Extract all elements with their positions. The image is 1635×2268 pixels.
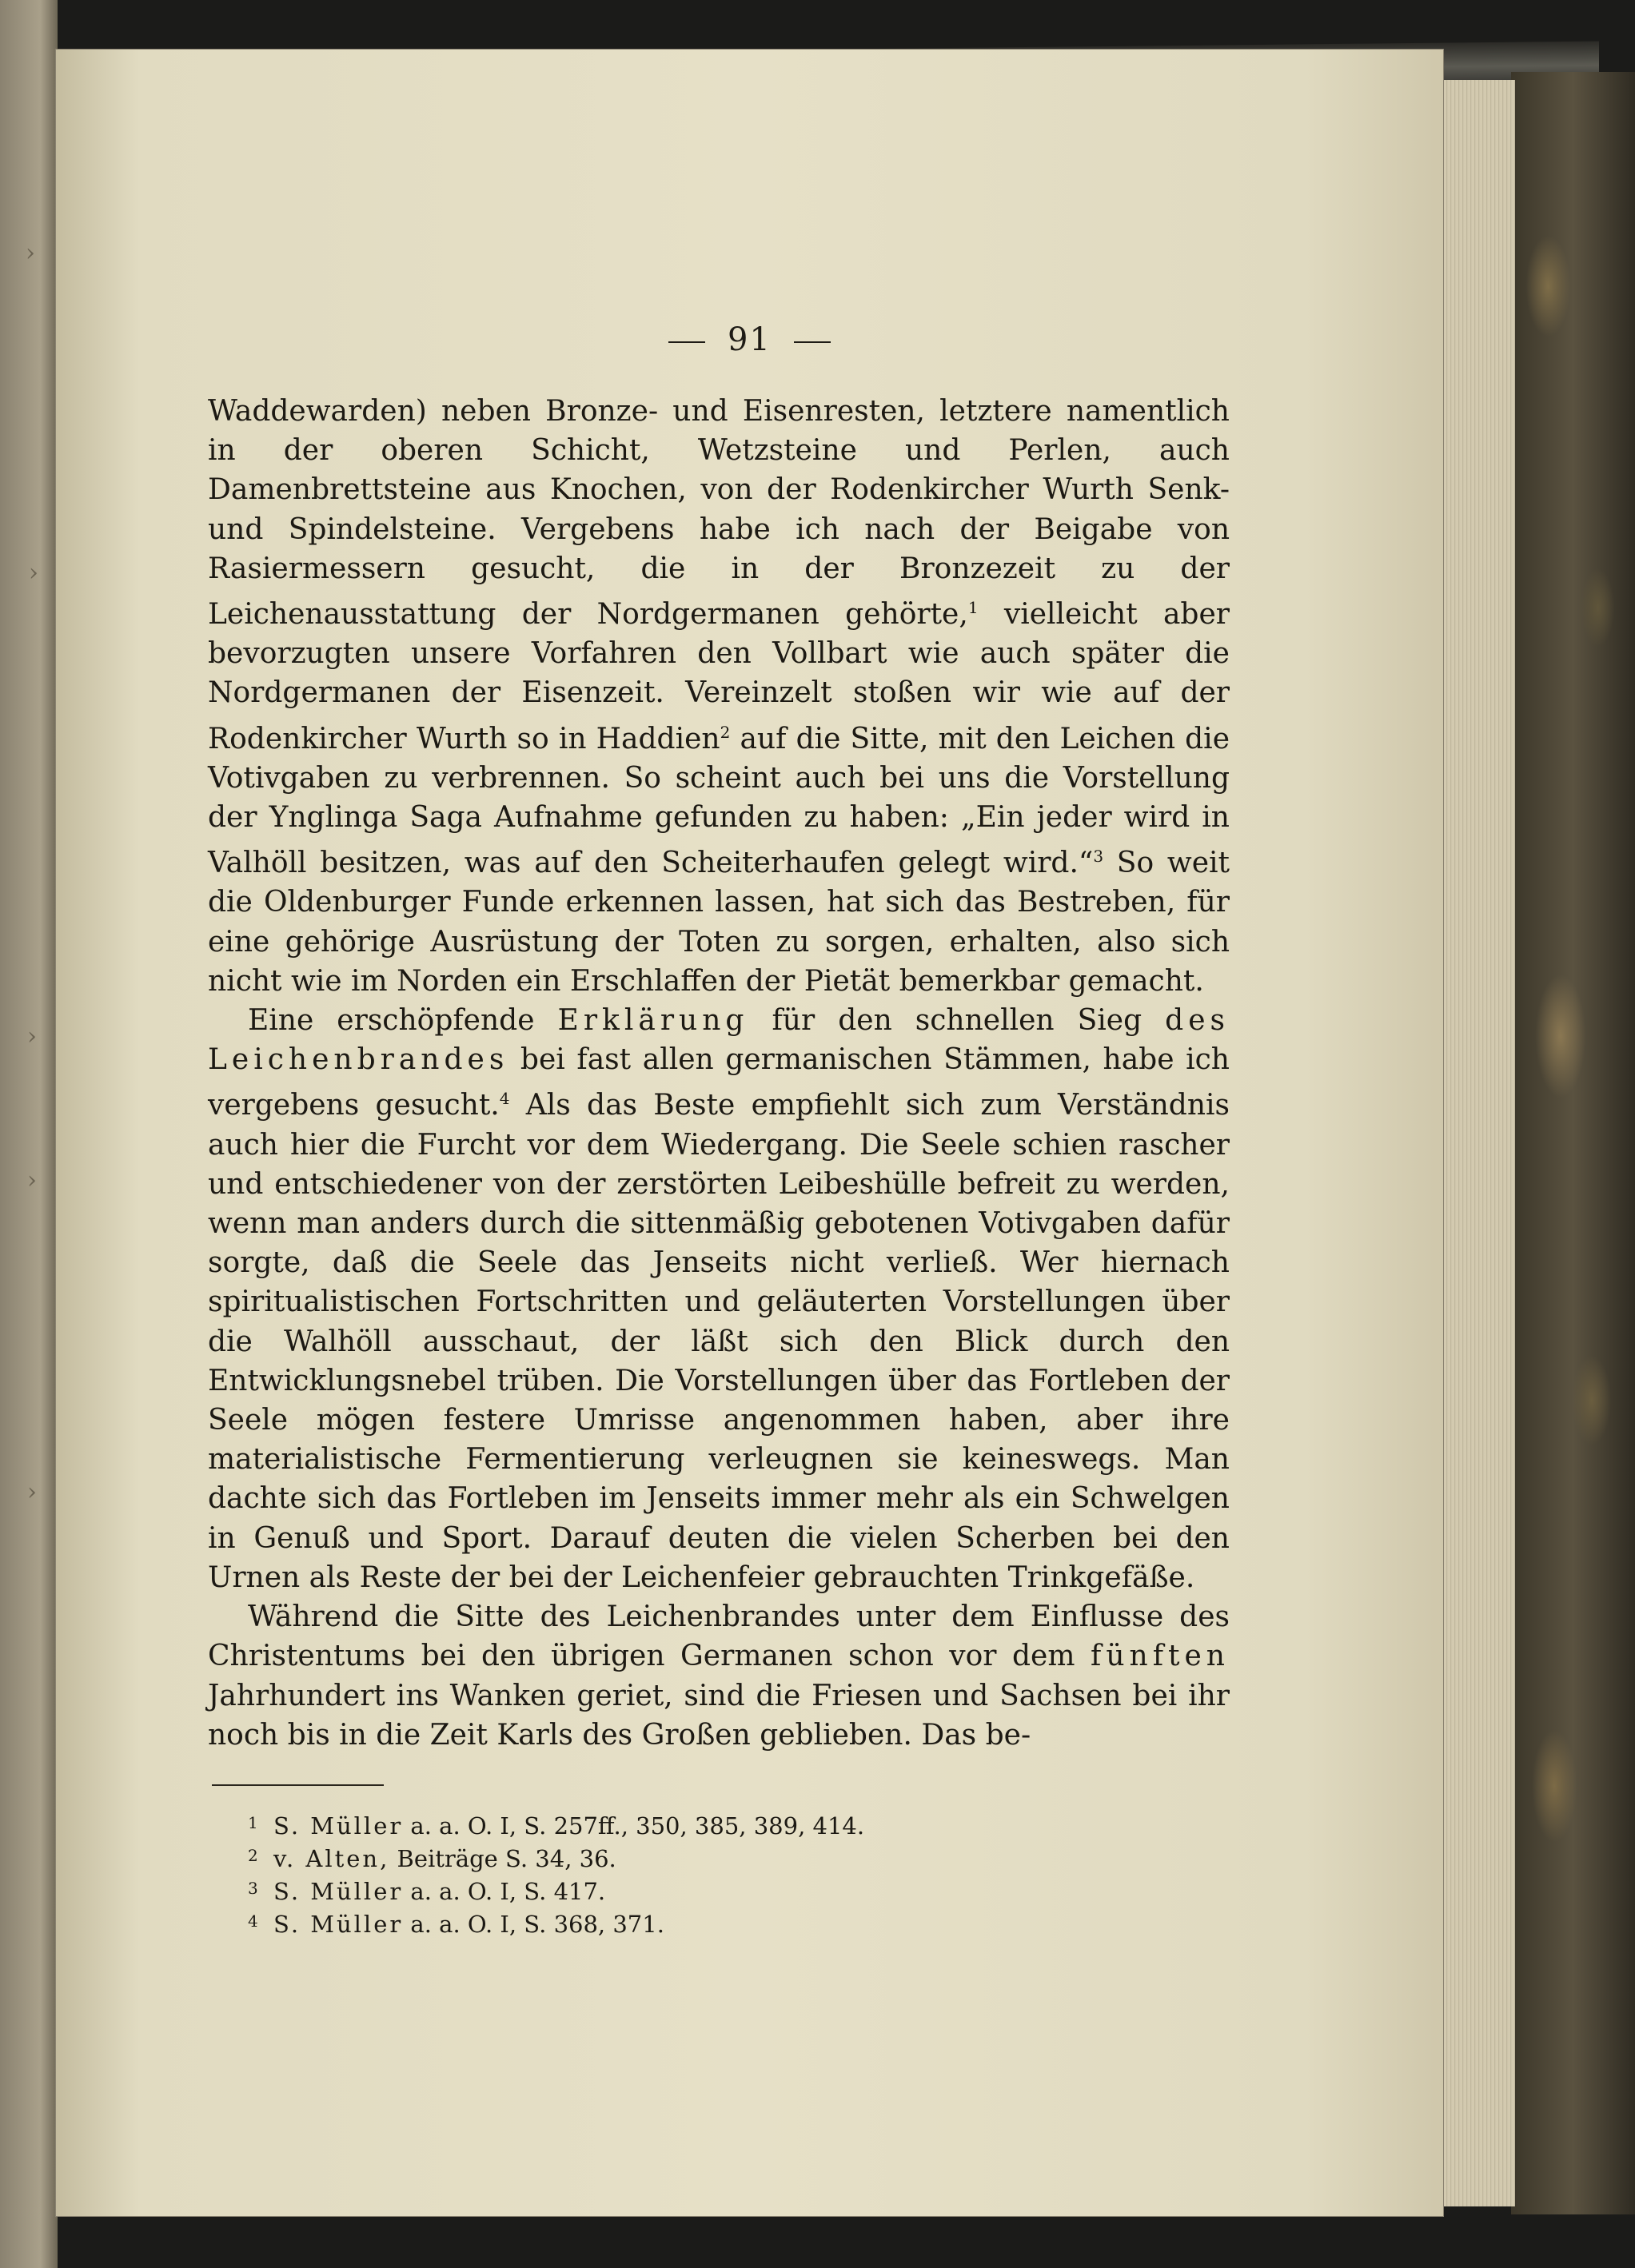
emphasized-text: fünften — [1091, 1640, 1230, 1673]
footnote-text: a. a. O. I, S. 368, 371. — [403, 1911, 664, 1938]
margin-mark: › — [27, 1478, 37, 1506]
footnote-number: 1 — [248, 1813, 258, 1832]
footnote-text: Beiträge S. 34, 36. — [389, 1845, 616, 1872]
margin-mark: › — [26, 239, 35, 267]
text-run: Jahrhundert ins Wanken geriet, sind die Friesen und Sachsen bei ihr noch bis in die Zeit Karls des Großen geblieben. Das be- — [208, 1679, 1230, 1752]
footnote-author: S. Müller — [273, 1878, 404, 1905]
page-stack-edge — [1439, 80, 1515, 2206]
emphasized-text: des Leichenbrandes — [208, 1004, 1230, 1077]
footnote-reference: 2 — [720, 722, 731, 742]
left-page-edge — [0, 0, 58, 2268]
footnote-reference: 4 — [499, 1089, 510, 1109]
margin-mark: › — [27, 1022, 37, 1050]
footnote-number: 3 — [248, 1879, 258, 1898]
footnote-author: v. Alten, — [273, 1845, 390, 1872]
footnote-number: 4 — [248, 1911, 258, 1931]
footnote-text: a. a. O. I, S. 257ff., 350, 385, 389, 414. — [403, 1812, 865, 1840]
footnote — [248, 1874, 1073, 1907]
footnote-reference: 1 — [967, 598, 979, 618]
footnote — [248, 1808, 1073, 1841]
footnotes — [248, 1808, 1073, 1939]
footnote-author: S. Müller — [273, 1911, 404, 1938]
footnote — [248, 1907, 1073, 1939]
text-run: auf die Sitte, mit den Leichen die Votivgaben zu verbrennen. So scheint auch bei uns die Vorstellung der Ynglinga Saga Aufnahme gefunden zu haben: „Ein jeder wird in Valhöll besitzen, was auf den Scheiterhaufen gelegt wird.“ — [208, 722, 1230, 880]
body-text — [208, 392, 1230, 1755]
footnote — [248, 1841, 1073, 1874]
text-run: Waddewarden) neben Bronze- und Eisenresten, letztere namentlich in der oberen Schicht, Wetzsteine und Perlen, auch Damenbrettsteine aus Knochen, von der Rodenkircher Wurth Senk- und Spindelsteine. Vergebens habe ich nach der Beigabe von Rasiermessern gesucht, die in der Bronzezeit zu der Leichenausstattung der Nordgermanen gehörte, — [208, 395, 1230, 632]
paragraph — [208, 1597, 1230, 1755]
page-number-value: 91 — [728, 321, 772, 358]
emphasized-text: Erklärung — [557, 1004, 749, 1038]
footnote-text: a. a. O. I, S. 417. — [403, 1878, 606, 1905]
footnote-author: S. Müller — [273, 1812, 404, 1840]
margin-mark: › — [27, 1166, 37, 1194]
page-number-dash — [794, 341, 831, 343]
footnote-number: 2 — [248, 1846, 258, 1865]
text-run: So weit die Oldenburger Funde erkennen lassen, hat sich das Bestreben, für eine gehörige Ausrüstung der Toten zu sorgen, erhalten, also sich nicht wie im Norden ein Erschlaffen der Pietät bemerkbar gemacht. — [208, 847, 1230, 998]
text-run: Als das Beste empfiehlt sich zum Verständnis auch hier die Furcht vor dem Wiedergang. Die Seele schien rascher und entschiedener von der zerstörten Leibeshülle befreit zu werden, wenn man anders durch die sittenmäßig gebotenen Votivgaben dafür sorgte, daß die Seele das Jenseits nicht verließ. Wer hiernach spiritualistischen Fortschritten und geläuterten Vorstellungen über die Walhöll ausschaut, der läßt sich den Blick durch den Entwicklungsnebel trüben. Die Vorstellungen über das Fortleben der Seele mögen festere Umrisse angenommen haben, aber ihre materialistische Fermentierung verleugnen sie keineswegs. Man dachte sich das Fortleben im Jenseits immer mehr als ein Schwelgen in Genuß und Sport. Darauf deuten die vielen Scherben bei den Urnen als Reste der bei der Leichenfeier gebrauchten Trinkgefäße. — [208, 1089, 1230, 1594]
footnote-rule — [212, 1784, 384, 1786]
footnote-reference: 3 — [1093, 847, 1104, 867]
margin-mark: › — [29, 559, 38, 587]
page-number — [56, 321, 1443, 358]
page-number-dash — [668, 341, 705, 343]
text-run: vielleicht aber bevorzugten unsere Vorfahren den Vollbart wie auch später die Nordgermanen der Eisenzeit. Vereinzelt stoßen wir wie auf der Rodenkircher Wurth so in Haddien — [208, 598, 1230, 755]
paragraph — [208, 392, 1230, 1001]
text-run: Während die Sitte des Leichenbrandes unter dem Einflusse des Christentums bei den übrigen Germanen schon vor dem — [208, 1600, 1230, 1673]
marbled-book-cover — [1511, 72, 1635, 2214]
text-run: für den schnellen Sieg — [748, 1004, 1166, 1038]
text-run: Eine erschöpfende — [248, 1004, 558, 1038]
paragraph — [208, 1001, 1230, 1597]
book-page — [26, 50, 1443, 2216]
text-run: bei fast allen germanischen Stämmen, habe ich vergebens gesucht. — [208, 1043, 1230, 1122]
